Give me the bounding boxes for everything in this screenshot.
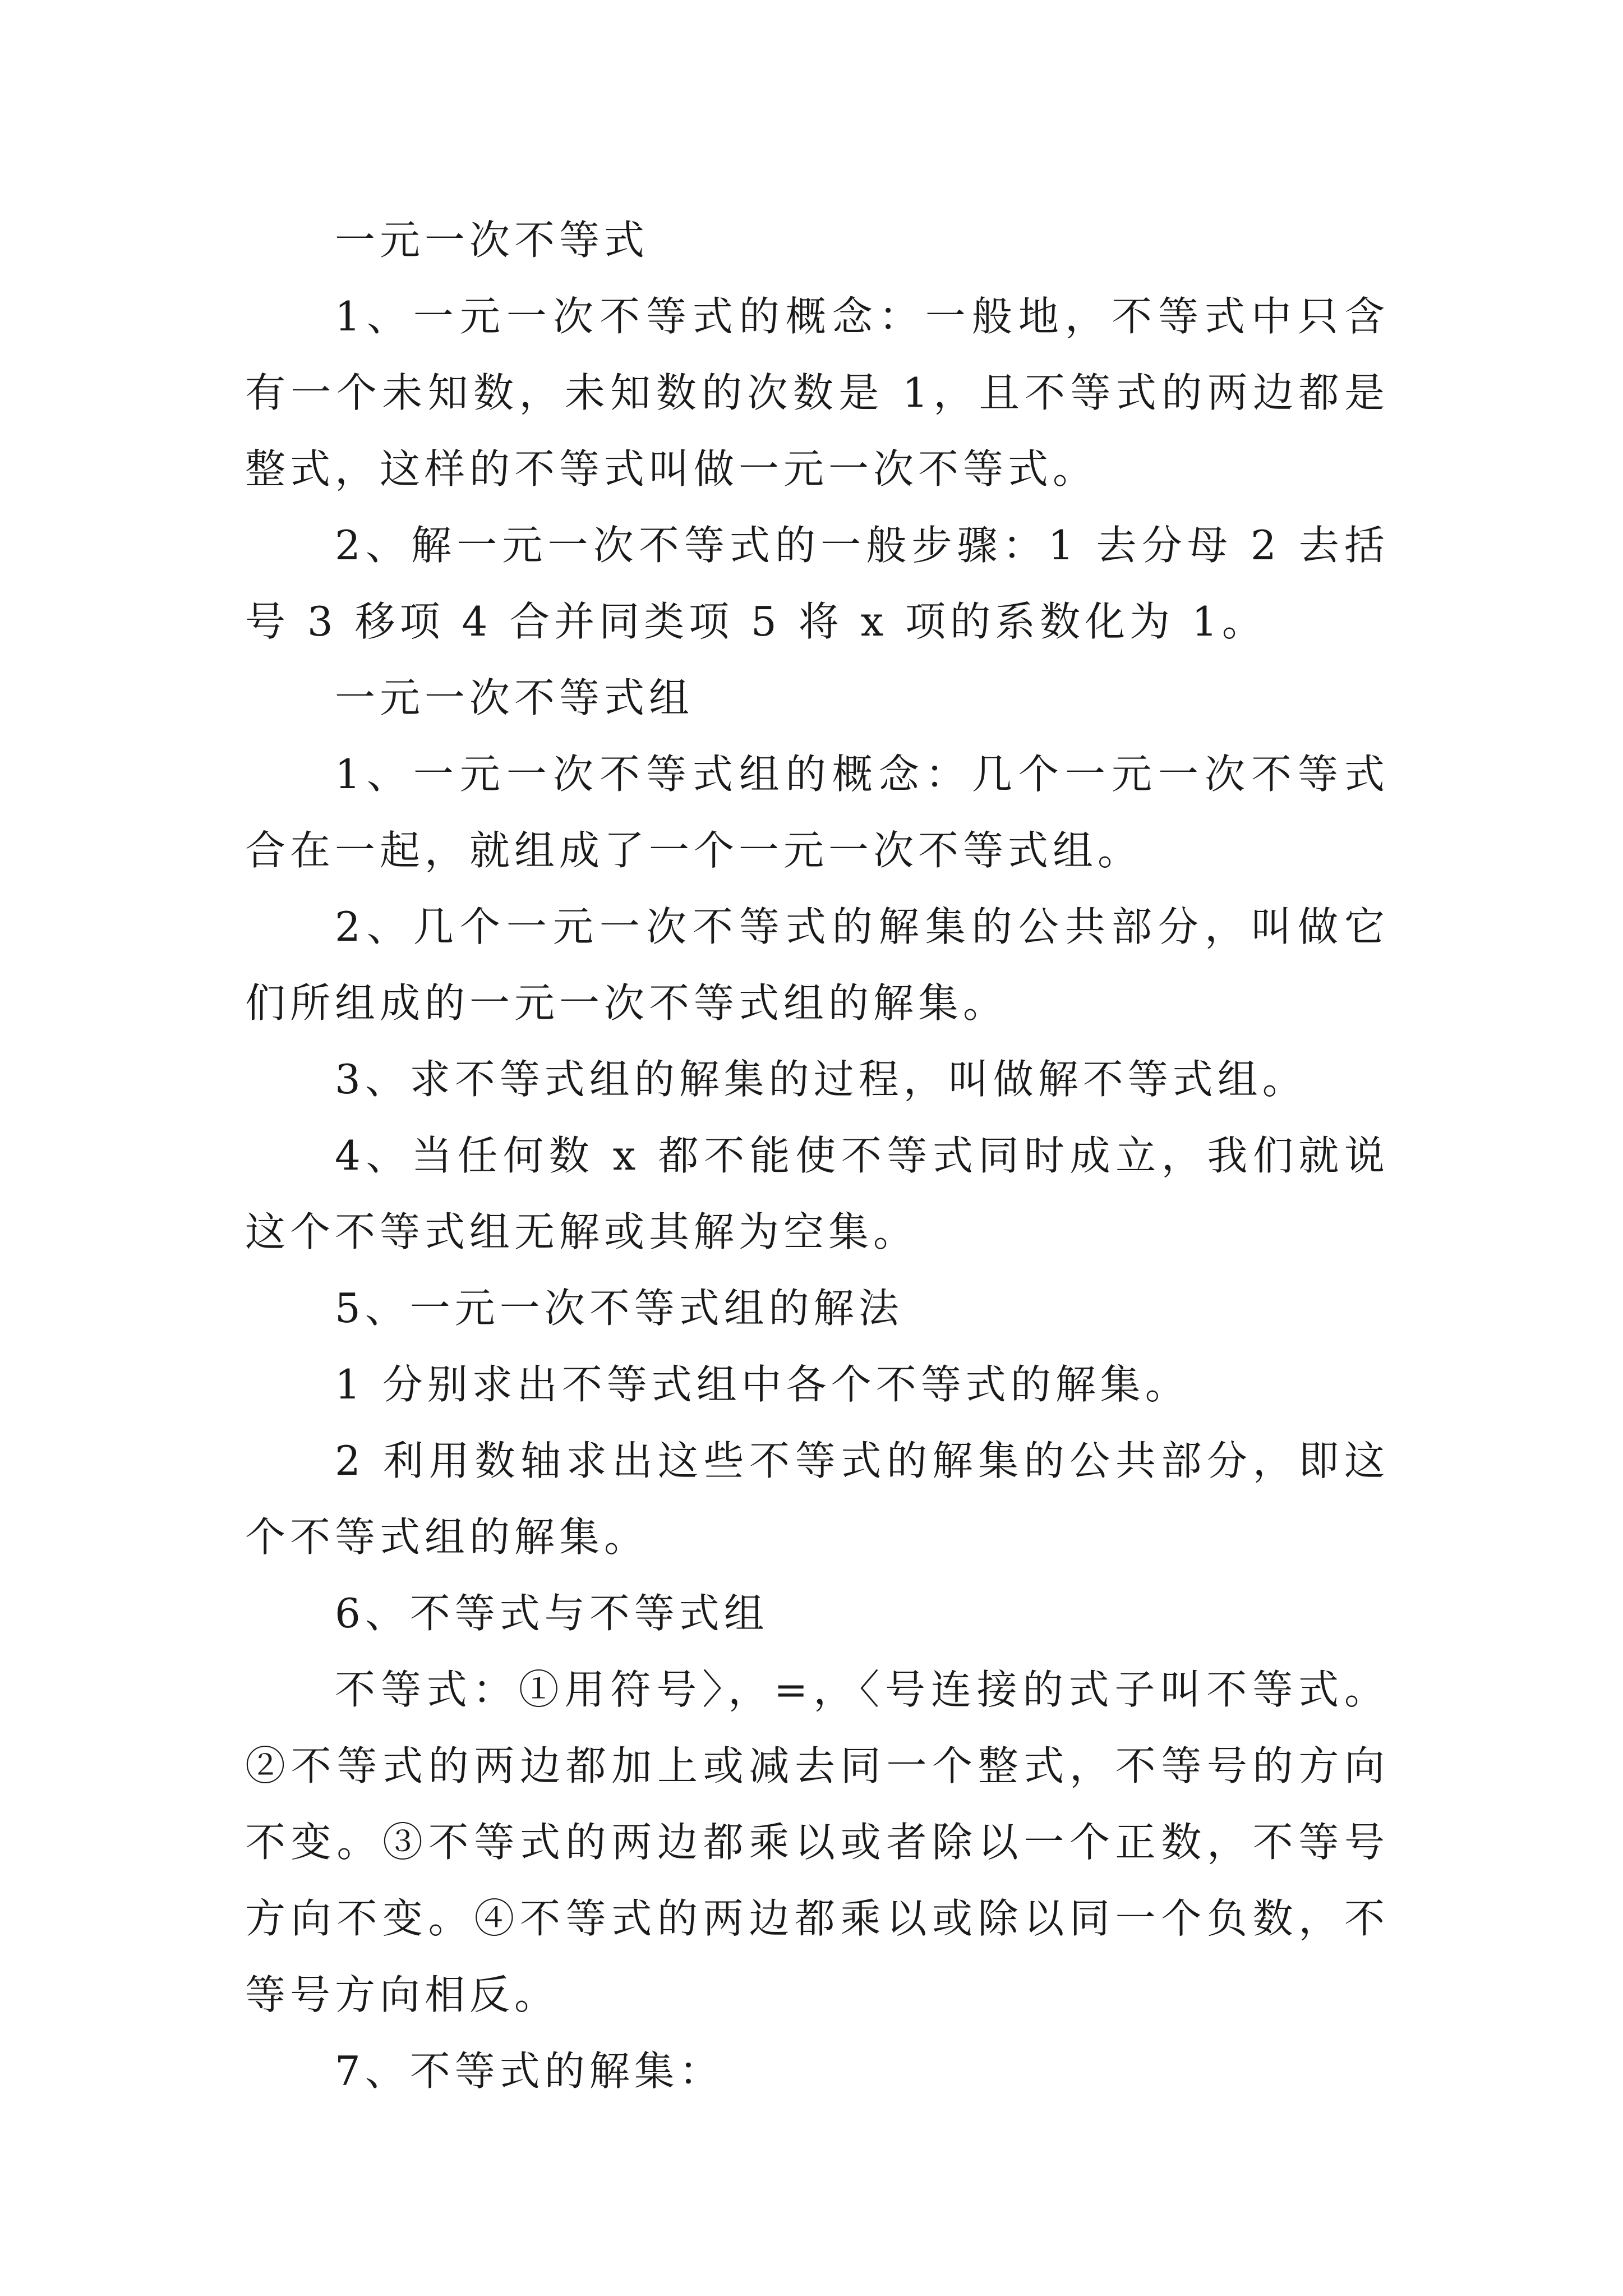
heading-inequality-system: 一元一次不等式组 [335, 674, 694, 721]
paragraph-solving-system: 3、求不等式组的解集的过程，叫做解不等式组。 [335, 1056, 1307, 1103]
paragraph-inequality-properties: 不等式：①用符号〉，=，〈号连接的式子叫不等式。②不等式的两边都加上或减去同一个整式，不等号的方向不变。③不等式的两边都乘以或者除以一个正数，不等号方向不变。④不等式的两边都乘以或除以同一个负数，不等号方向相反。 [245, 1666, 1389, 2018]
paragraph-solving-steps: 2、解一元一次不等式的一般步骤：1 去分母 2 去括号 3 移项 4 合并同类项 5 将 x 项的系数化为 1。 [245, 522, 1389, 645]
document-body [245, 202, 1389, 2109]
paragraph-solution-set-heading: 7、不等式的解集： [335, 2047, 724, 2095]
heading-linear-inequality: 一元一次不等式 [335, 217, 649, 264]
paragraph-method-step-2: 2 利用数轴求出这些不等式的解集的公共部分，即这个不等式组的解集。 [245, 1437, 1389, 1561]
paragraph-definition: 1、一元一次不等式的概念：一般地，不等式中只含有一个未知数，未知数的次数是 1，且不等式的两边都是整式，这样的不等式叫做一元一次不等式。 [245, 293, 1389, 493]
paragraph-solution-method: 5、一元一次不等式组的解法 [335, 1285, 903, 1332]
paragraph-system-definition: 1、一元一次不等式组的概念：几个一元一次不等式合在一起，就组成了一个一元一次不等式组。 [245, 751, 1389, 874]
paragraph-method-step-1: 1 分别求出不等式组中各个不等式的解集。 [335, 1361, 1190, 1408]
paragraph-no-solution: 4、当任何数 x 都不能使不等式同时成立，我们就说这个不等式组无解或其解为空集。 [245, 1132, 1389, 1255]
paragraph-inequality-and-system: 6、不等式与不等式组 [335, 1590, 769, 1637]
paragraph-system-solution-set: 2、几个一元一次不等式的解集的公共部分，叫做它们所组成的一元一次不等式组的解集。 [245, 903, 1389, 1027]
